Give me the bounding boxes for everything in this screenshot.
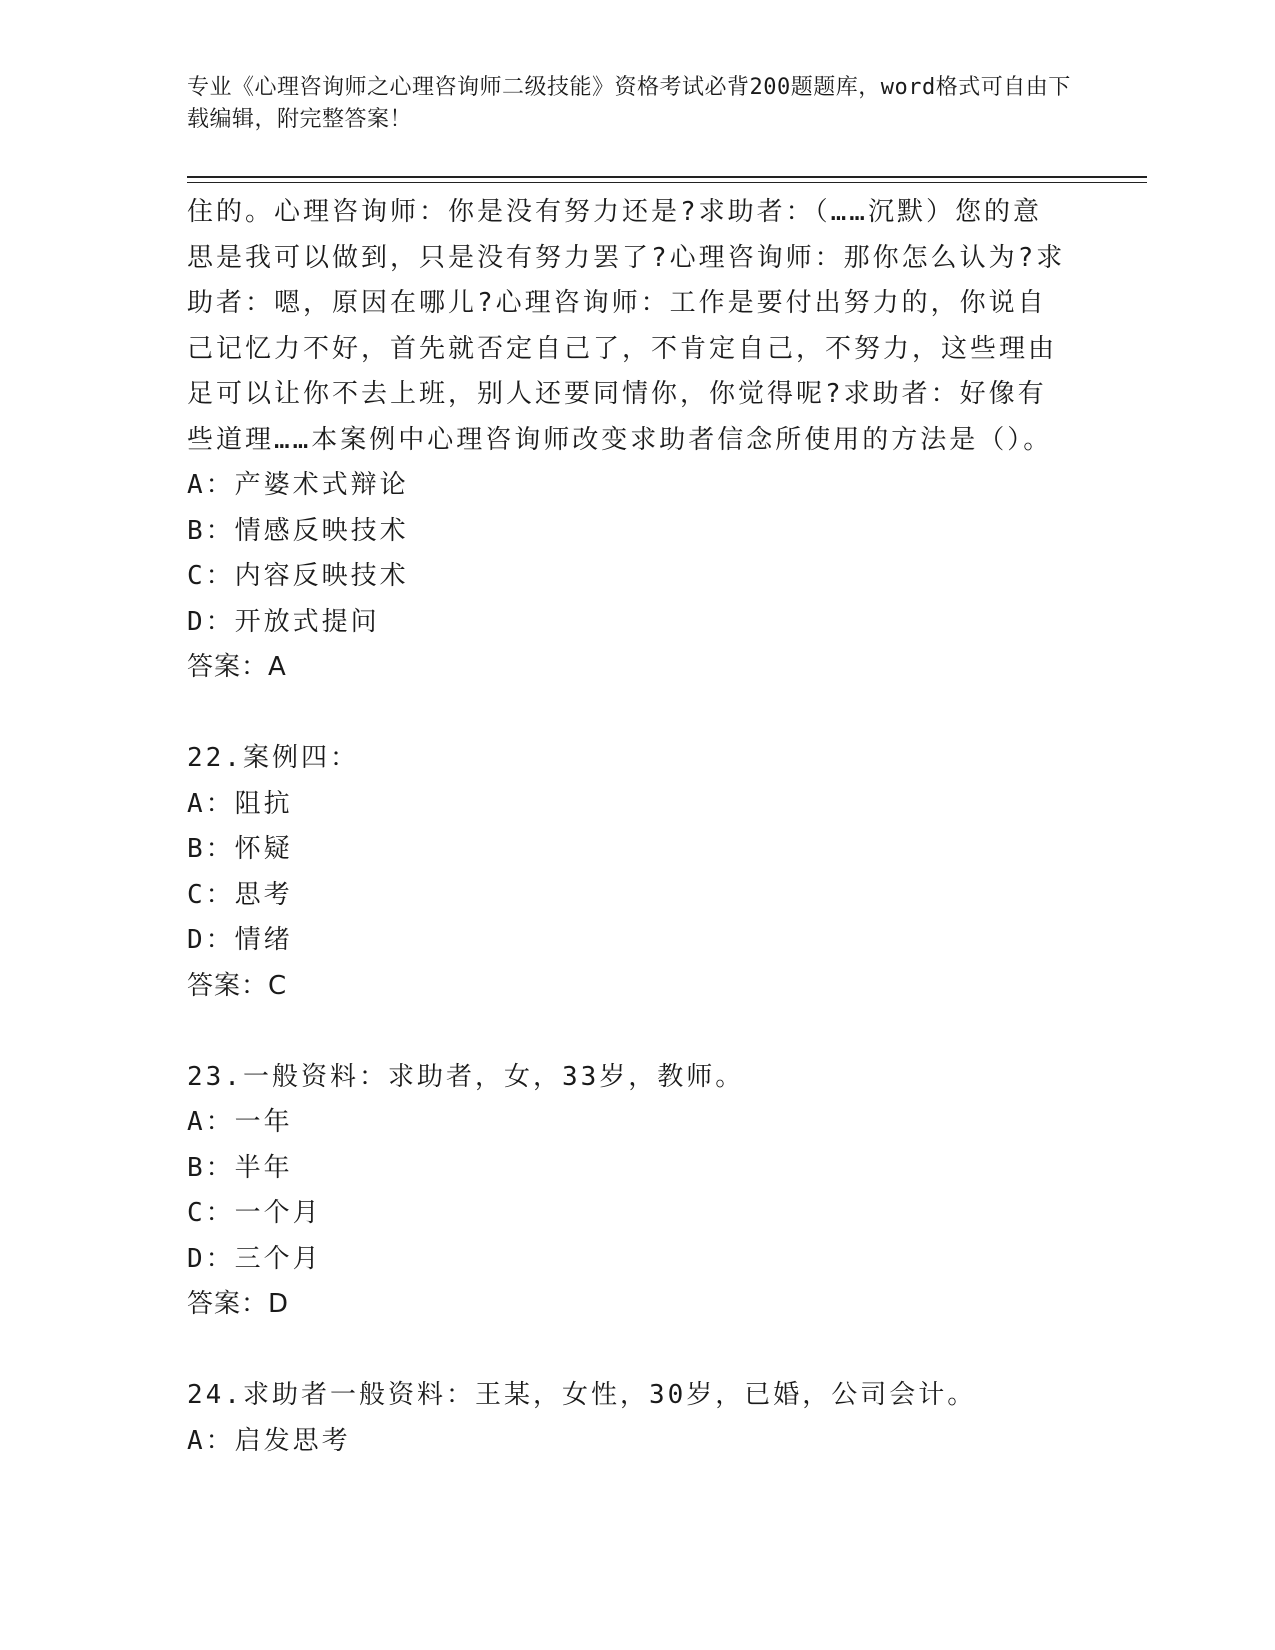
question-21-option-c: C：内容反映技术 [187,561,409,591]
question-21-answer: 答案：A [187,652,287,682]
question-23-option-c: C：一个月 [187,1198,322,1228]
question-23-option-d: D：三个月 [187,1243,322,1274]
question-22-option-b: B：怀疑 [187,834,293,864]
header-rule-thick [187,176,1147,178]
question-23-answer: 答案：D [187,1289,290,1319]
question-21-option-d: D：开放式提问 [187,606,380,637]
question-23-option-a: A：一年 [187,1107,293,1137]
question-22-option-c: C：思考 [187,879,293,910]
question-22-option-d: D：情绪 [187,925,293,955]
question-21-option-a: A：产婆术式辩论 [187,470,409,500]
question-22-answer: 答案：C [187,970,288,1001]
spacer [187,1328,1067,1374]
question-22-option-a: A：阻抗 [187,788,293,819]
question-21-option-b: B：情感反映技术 [187,515,409,546]
spacer [187,1009,1067,1055]
question-23-option-b: B：半年 [187,1152,293,1183]
header-rule-thin [187,182,1147,183]
page-header: 专业《心理咨询师之心理咨询师二级技能》资格考试必背200题题库，word格式可自由下载编辑，附完整答案！ [187,75,1071,132]
question-21-stem: 住的。心理咨询师：你是没有努力还是?求助者：（……沉默）您的意思是我可以做到，只是没有努力罢了?心理咨询师：那你怎么认为?求助者：嗯，原因在哪儿?心理咨询师：工作是要付出努力的，你说自己记忆力不好，首先就否定自己了，不肯定自己，不努力，这些理由足可以让你不去上班，别人还要同情你，你觉得呢?求助者：好像有些道理……本案例中心理咨询师改变求助者信念所使用的方法是（）。 [187,197,1066,455]
spacer [187,691,1067,737]
question-23-stem: 23.一般资料：求助者，女，33岁，教师。 [187,1061,745,1092]
question-24-stem: 24.求助者一般资料：王某，女性，30岁，已婚，公司会计。 [187,1380,977,1410]
question-22-stem: 22.案例四： [187,743,359,773]
question-list [187,190,1067,1464]
question-24-option-a: A：启发思考 [187,1425,351,1456]
